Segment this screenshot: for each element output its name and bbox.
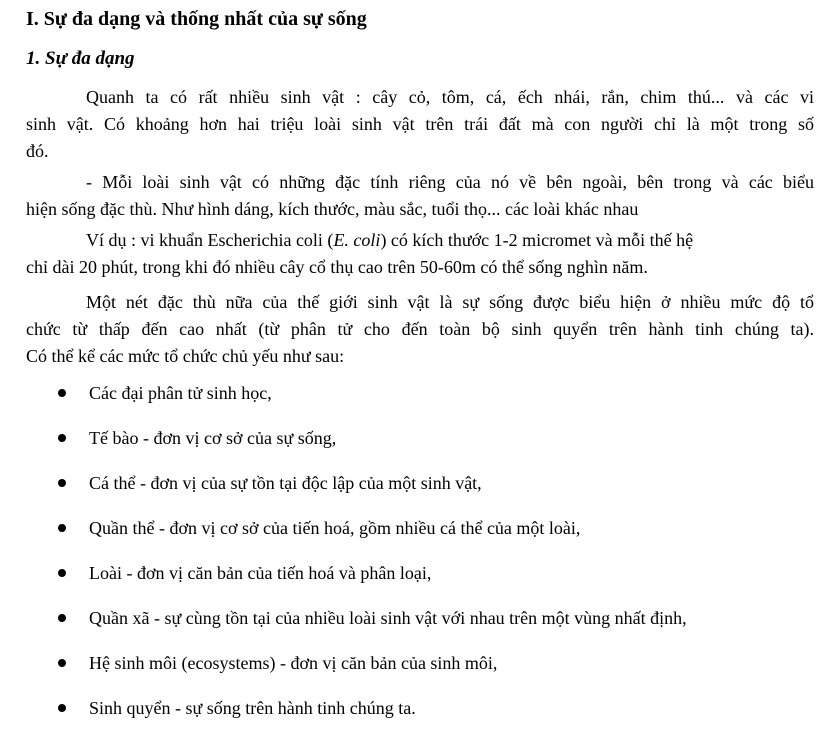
paragraph-line: chức từ thấp đến cao nhất (từ phân tử cho đến toàn bộ sinh quyển trên hành tinh chúng ta). xyxy=(26,319,814,339)
list-item xyxy=(58,558,687,603)
paragraph-levels xyxy=(26,289,814,370)
list-item-text: Các đại phân tử sinh học, xyxy=(89,383,272,403)
list-item-text: Quần xã - sự cùng tồn tại của nhiều loài sinh vật với nhau trên một vùng nhất định, xyxy=(89,608,687,628)
bullet-icon xyxy=(58,524,66,532)
paragraph-line xyxy=(26,227,814,254)
paragraph-line: Quanh ta có rất nhiều sinh vật : cây cỏ, tôm, cá, ếch nhái, rắn, chim thú... và các vi xyxy=(86,87,814,107)
section-heading: I. Sự đa dạng và thống nhất của sự sống xyxy=(26,8,367,30)
paragraph-characteristics xyxy=(26,169,814,223)
bullet-icon xyxy=(58,569,66,577)
paragraph-line: Một nét đặc thù nữa của thế giới sinh vật là sự sống được biểu hiện ở nhiều mức độ tổ xyxy=(86,292,814,312)
paragraph-line: hiện sống đặc thù. Như hình dáng, kích thước, màu sắc, tuổi thọ... các loài khác nhau xyxy=(26,199,639,219)
list-item-text: Hệ sinh môi (ecosystems) - đơn vị căn bản của sinh môi, xyxy=(89,653,498,673)
bullet-icon xyxy=(58,614,66,622)
list-item xyxy=(58,468,687,513)
paragraph-line: Có thể kể các mức tổ chức chủ yếu như sau: xyxy=(26,346,345,366)
list-item-text: Tế bào - đơn vị cơ sở của sự sống, xyxy=(89,428,337,448)
list-item xyxy=(58,513,687,558)
list-item xyxy=(58,648,687,693)
paragraph-line: - Mỗi loài sinh vật có những đặc tính riêng của nó về bên ngoài, bên trong và các biểu xyxy=(86,172,814,192)
bullet-icon xyxy=(58,704,66,712)
list-item xyxy=(58,423,687,468)
bullet-icon xyxy=(58,479,66,487)
organization-levels-list xyxy=(58,378,687,738)
paragraph-example xyxy=(26,227,814,281)
list-item-text: Loài - đơn vị căn bản của tiến hoá và phân loại, xyxy=(89,563,432,583)
bullet-icon xyxy=(58,389,66,397)
list-item xyxy=(58,603,687,648)
list-item xyxy=(58,693,687,738)
paragraph-line: đó. xyxy=(26,141,49,161)
list-item-text: Sinh quyển - sự sống trên hành tinh chúng ta. xyxy=(89,698,416,718)
list-item xyxy=(58,378,687,423)
bullet-icon xyxy=(58,434,66,442)
example-text-before: Ví dụ : vi khuẩn Escherichia coli ( xyxy=(86,230,334,250)
bullet-icon xyxy=(58,659,66,667)
species-abbreviation: E. coli xyxy=(333,230,381,250)
list-item-text: Quần thể - đơn vị cơ sở của tiến hoá, gồm nhiều cá thể của một loài, xyxy=(89,518,581,538)
paragraph-intro xyxy=(26,84,814,165)
example-text-after: ) có kích thước 1-2 micromet và mỗi thế hệ xyxy=(380,230,694,250)
paragraph-line: chỉ dài 20 phút, trong khi đó nhiều cây cổ thụ cao trên 50-60m có thể sống nghìn năm. xyxy=(26,257,648,277)
paragraph-line: sinh vật. Có khoảng hơn hai triệu loài sinh vật trên trái đất mà con người chỉ là một trong số xyxy=(26,114,814,134)
subsection-heading: 1. Sự đa dạng xyxy=(26,48,135,69)
list-item-text: Cá thể - đơn vị của sự tồn tại độc lập của một sinh vật, xyxy=(89,473,482,493)
